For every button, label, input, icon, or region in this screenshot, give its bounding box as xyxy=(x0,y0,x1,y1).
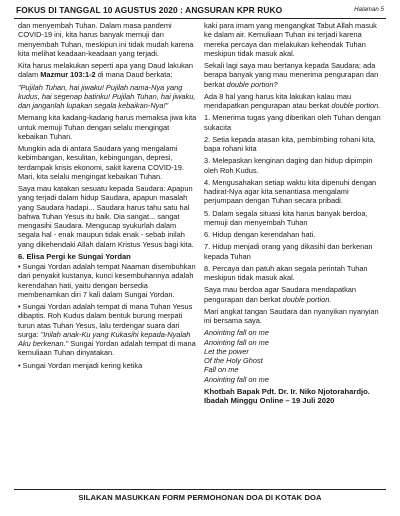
paragraph: Saya mau katakan sesuatu kepada Saudara: Apapun yang terjadi dalam hidup Saudara, apapun masalah yang Saudara hadapi... Saudara harus tahu satu hal bahwa Tuhan Yesus itu baik. Dia sangat... sangat mengasihi Saudara. Mengucap syukurlah dalam segala hal - enak maupun tidak enak - sebab inilah yang dikehendaki Allah dalam Kristus Yesus bagi kita. xyxy=(18,184,194,249)
paragraph: Memang kita kadang-kadang harus memaksa jiwa kita untuk memuji Tuhan dengan selalu mengingat kebaikan Tuhan. xyxy=(18,113,197,141)
left-column xyxy=(18,21,198,373)
right-column xyxy=(204,21,386,405)
song-line: Anointing fall on me xyxy=(204,328,269,338)
paragraph: Mari angkat tangan Saudara dan nyanyikan nyanyian ini bersama saya. xyxy=(204,306,379,325)
section-title: 6. Elisa Pergi ke Sungai Yordan xyxy=(18,251,131,261)
list-item: 7. Hidup menjadi orang yang dikasihi dan berkenan kepada Tuhan xyxy=(204,242,373,261)
page-number: Halaman 5 xyxy=(354,6,384,13)
list-item: 2. Setia kepada atasan kita, pembimbing rohani kita, bapa rohani kita xyxy=(204,134,376,153)
list-item: 4. Mengusahakan setiap waktu kita dipenuhi dengan hadirat-Nya agar kita senantiasa mengalami perjumpaan dengan Tuhan secara pribadi. xyxy=(204,177,377,206)
paragraph: Saya mau berdoa agar Saudara mendapatkan pengurapan dan berkat double portion. xyxy=(204,285,357,304)
bullet-item: • Sungai Yordan adalah tempat Naaman disembuhkan dari penyakit kustanya, kunci kesembuhannya adalah kerendahan hati, yaitu dengan bersedia membenamkan diri 7 kali dalam Sungai Yordan. xyxy=(18,262,196,299)
scripture-reference: Mazmur 103:1-2 xyxy=(40,70,96,80)
song-line: Fall on me xyxy=(204,365,239,375)
scripture-quote: "Inilah anak-Ku yang Kukasihi kepada-Nyalah Aku berkenan." xyxy=(18,329,191,348)
list-item: 8. Percaya dan patuh akan segala perintah Tuhan meskipun tidak masuk akal. xyxy=(204,263,368,282)
song-line: Anointing fall on me xyxy=(204,337,269,347)
paragraph: Ada 8 hal yang harus kita lakukan kalau mau mendapatkan pengurapan atau berkat double portion. xyxy=(204,91,381,110)
header-title: FOKUS DI TANGGAL 10 AGUSTUS 2020 : ANGSURAN KPR RUKO xyxy=(16,5,283,15)
list-item: 5. Dalam segala situasi kita harus banyak berdoa, memuji dan menyembah Tuhan xyxy=(204,208,368,227)
song-line: Anointing fall on me xyxy=(204,374,269,384)
paragraph: kaki para imam yang mengangkat Tabut Allah masuk ke dalam air. Kemuliaan Tuhan ini terjadi karena mereka percaya dan melakukan kehendak Tuhan meskipun tidak masuk akal. xyxy=(204,21,377,58)
paragraph: Kita harus melakukan seperti apa yang Daud lakukan dalam Mazmur 103:1-2 di mana Daud berkata: xyxy=(18,61,194,80)
list-item: 1. Menerima tugas yang diberikan oleh Tuhan dengan sukacita xyxy=(204,113,381,132)
paragraph: Sekali lagi saya mau bertanya kepada Saudara; ada berapa banyak yang mau menerima pengurapan dan berkat double portion? xyxy=(204,61,379,89)
song-line: Let the power xyxy=(204,346,249,356)
list-item: 3. Melepaskan kenginan daging dan hidup dipimpin oleh Roh Kudus. xyxy=(204,156,373,175)
page-header xyxy=(14,4,386,18)
footer-notice: SILAKAN MASUKKAN FORM PERMOHONAN DOA DI KOTAK DOA xyxy=(78,493,322,502)
bullet-item: • Sungai Yordan adalah tempat di mana Tuhan Yesus dibaptis. Roh Kudus dalam bentuk burung merpati turun atas Tuhan Yesus, lalu terdengar suara dari surga: "Inilah anak-Ku yang Kukasihi kepada-Nyalah Aku berkenan." Sungai Yordan adalah tempat di mana kemuliaan Tuhan dinyatakan. xyxy=(18,302,196,358)
footer-divider xyxy=(14,489,386,490)
header-divider xyxy=(14,18,386,19)
bullet-item: • Sungai Yordan menjadi kering ketika xyxy=(18,360,143,370)
song-lyrics xyxy=(204,328,386,384)
scripture-quote: "Pujilah Tuhan, hai jiwaku! Pujilah nama-Nya yang kudus, hai segenap batinku! Pujilah Tuhan, hai jiwaku, dan janganlah lupakan segala kebaikan-Nya!" xyxy=(18,82,196,110)
song-line: Of the Holy Ghost xyxy=(204,356,263,365)
paragraph: Mungkin ada di antara Saudara yang mengalami kebimbangan, kesulitan, kebingungan, depresi, terdampak krisis ekonomi, sakit karena COVID-19. Mari, kita selalu mengingat kebaikan Tuhan. xyxy=(18,144,184,181)
paragraph: dan menyembah Tuhan. Dalam masa pandemi COVID-19 ini, kita harus banyak memuji dan menyembah Tuhan, meskipun ini tidak mudah karena kita melihat keadaan-keadaan yang terjadi. xyxy=(18,21,194,58)
list-item: 6. Hidup dengan kerendahan hati. xyxy=(204,230,316,239)
sermon-credit: Khotbah Bapak Pdt. Dr. Ir. Niko Njotorahardjo. Ibadah Minggu Online – 19 Juli 2020 xyxy=(204,386,370,405)
